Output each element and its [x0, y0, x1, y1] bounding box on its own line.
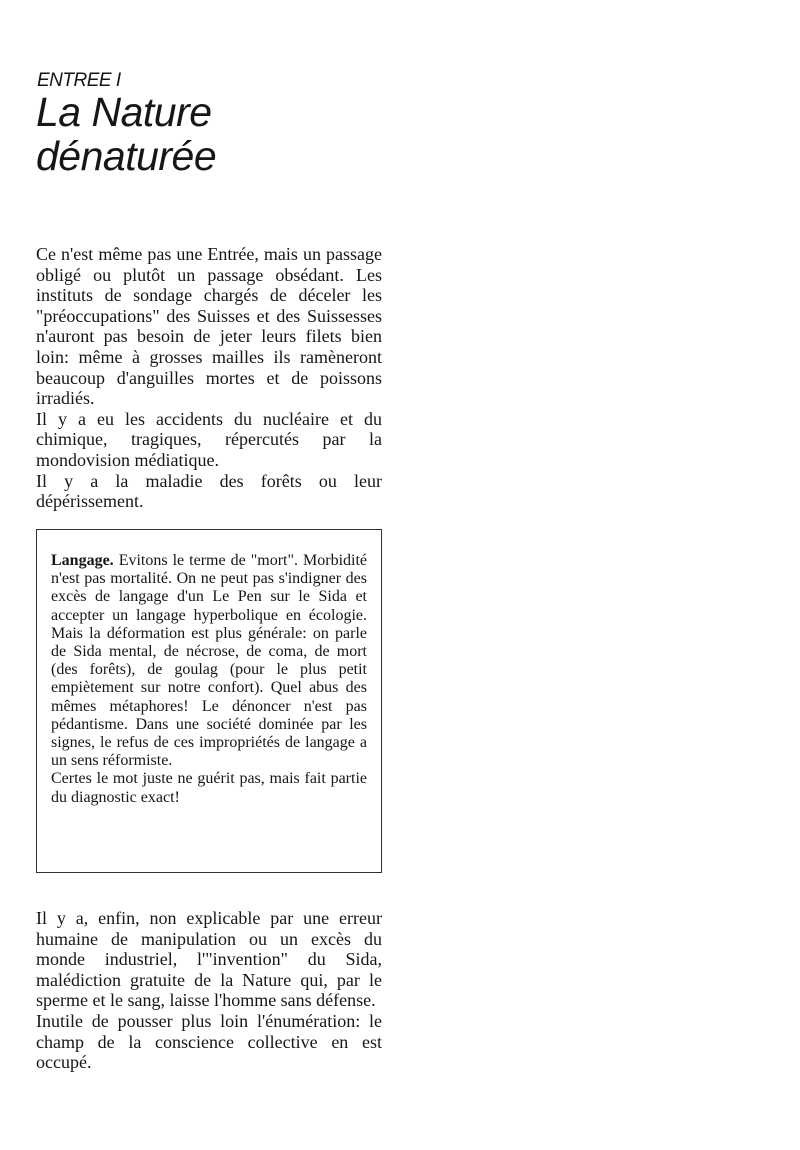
sidebar-paragraph: [51, 552, 367, 770]
intro-paragraph-1: Ce n'est même pas une Entrée, mais un passage obligé ou plutôt un passage obsédant. Les instituts de sondage chargés de déceler les "préoccupations" des Suisses et des Suissesses n'auront pas besoin de jeter leurs filets bien loin: même à grosses mailles ils ramèneront beaucoup d'anguilles mortes et de poissons irradiés.: [36, 244, 382, 409]
sidebar-closing: Certes le mot juste ne guérit pas, mais fait partie du diagnostic exact!: [51, 770, 367, 806]
outro-paragraph-2: Inutile de pousser plus loin l'énumération: le champ de la conscience collective en est occupé.: [36, 1010, 382, 1073]
sidebar-body: Evitons le terme de "mort". Morbidité n'est pas mortalité. On ne peut pas s'indigner des excès de langage d'un Le Pen sur le Sida et accepter un langage hyperbolique en écologie. Mais la déformation est plus générale: on parle de Sida mental, de nécrose, de coma, de mort (des forêts), de goulag (pour le plus petit empiètement sur notre confort). Quel abus des mêmes métaphores! Le dénoncer n'est pas pédantisme. Dans une société dominée par les signes, le refus de ces impropriétés de langage a un sens réformiste.: [51, 552, 367, 770]
outro-paragraph-1: Il y a, enfin, non explicable par une erreur humaine de manipulation ou un excès du monde industriel, l'"invention" du Sida, malédiction gratuite de la Nature qui, par le sperme et le sang, laisse l'homme sans défense.: [36, 908, 382, 1011]
page-title: [36, 90, 216, 178]
title-line-1: La Nature: [36, 89, 212, 135]
sidebar-lead-term: Langage.: [51, 552, 114, 569]
sidebar-box-langage: [36, 529, 382, 873]
intro-text-block: [36, 244, 382, 512]
title-line-2: dénaturée: [36, 133, 217, 179]
section-kicker: ENTREE I: [37, 70, 121, 91]
intro-paragraph-2: Il y a eu les accidents du nucléaire et du chimique, tragiques, répercutés par la mondovision médiatique.: [36, 408, 382, 470]
intro-paragraph-3: Il y a la maladie des forêts ou leur dépérissement.: [36, 470, 382, 512]
outro-text-block: [36, 908, 382, 1073]
